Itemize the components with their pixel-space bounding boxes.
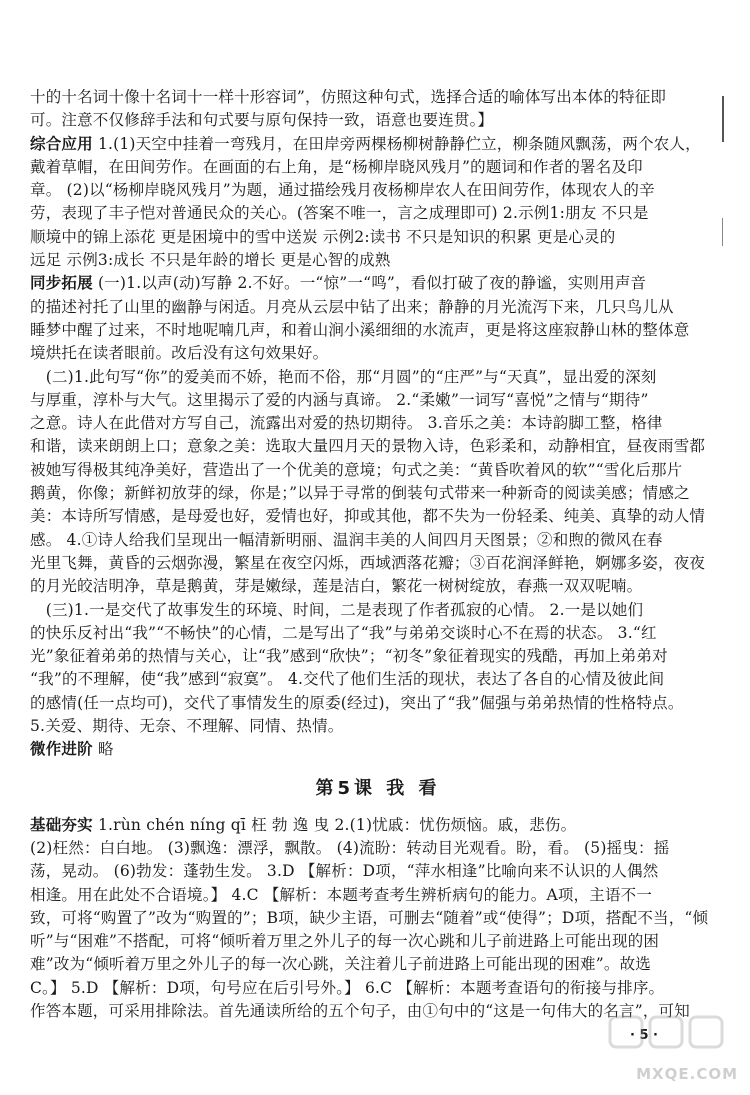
text-line [30,202,726,225]
line-text: 致，可将“购置了”改为“购置的”；B项，缺少主语，可删去“随着”或“使得”；D项，搭配不当，“倾 [30,908,709,927]
line-text: 远足 示例3:成长 不只是年龄的增长 更是心智的成熟 [30,251,391,270]
text-line [30,599,726,622]
answer-text-block [30,86,726,1023]
section-heading: 同步拓展 [30,274,93,293]
line-text: 美：本诗所写情感，是母爱也好，爱情也好，抑或其他，都不失为一份轻柔、纯美、真挚的动人情 [30,507,706,526]
text-line [30,435,726,458]
line-text: 顺境中的锦上添花 更是困境中的雪中送炭 示例2:读书 不只是知识的积累 更是心灵的 [30,227,616,246]
watermark-logo [592,1009,742,1089]
text-line [30,738,726,761]
line-text: (三)1.一是交代了故事发生的环境、时间，二是表现了作者孤寂的心情。 2.一是以她们 [30,600,644,619]
line-text: 光”象征着弟弟的热情与关心，让“我”感到“欣快”；“初冬”象征着现实的残酷，再加上弟弟对 [30,647,668,666]
text-line [30,930,726,953]
line-text: 之意。诗人在此借对方写自己，流露出对爱的热切期待。 3.音乐之美：本诗韵脚工整，格律 [30,414,663,433]
text-line [30,622,726,645]
line-text: 劳，表现了丰子恺对普通民众的关心。(答案不唯一，言之成理即可) 2.示例1:朋友 不只是 [30,204,649,223]
line-text: 鹅黄，你像；新鲜初放芽的绿，你是；”以异于寻常的倒装句式带来一种新奇的阅读美感；情感之 [30,484,690,503]
line-text: 荡，晃动。 (6)勃发：蓬勃生发。 3.D 【解析：D项，“萍水相逢”比喻向来不认识的人偶然 [30,862,659,881]
text-line [30,529,726,552]
text-line [30,412,726,435]
line-text: 与厚重，淳朴与大气。这里揭示了爱的内涵与真谛。 2.“柔嫩”一词写“喜悦”之情与“期待” [30,390,649,409]
text-line [30,505,726,528]
section-heading: 综合应用 [30,134,93,153]
line-text: 5.关爱、期待、无奈、不理解、同情、热情。 [30,717,344,736]
page-number: · 5 · [630,1028,658,1043]
watermark-text: MXQE.COM [636,1065,738,1083]
lesson-title: 第5课 我 看 [315,777,441,799]
text-line [30,977,726,1000]
text-line [30,319,726,342]
line-text: 章。 (2)以“杨柳岸晓风残月”为题，通过描绘残月夜杨柳岸农人在田间劳作，体现农人的辛 [30,181,655,200]
text-line [30,156,726,179]
line-text: 戴着草帽，在田间劳作。在画面的右上角，是“杨柳岸晓风残月”的题词和作者的署名及印 [30,157,643,176]
line-text: 被她写得极其纯净美好，营造出了一个优美的意境；句式之美：“黄昏吹着风的软”“雪化后那片 [30,460,683,479]
line-text: 略 [92,740,114,759]
text-line [30,884,726,907]
line-text: 睡梦中醒了过来，不时地呢喃几声，和着山涧小溪细细的水流声，更是将这座寂静山林的整体意 [30,320,690,339]
text-line [30,668,726,691]
text-line [30,860,726,883]
line-text: 听”与“困难”不搭配，可将“倾听着万里之外儿子的每一次心跳和儿子前进路上可能出现的困 [30,932,660,951]
line-text: 的月光皎洁明净，草是鹅黄，芽是嫩绿，莲是洁白，繁花一树树绽放，春燕一双双呢喃。 [30,577,643,596]
line-text: 十的十名词十像十名词十一样十形容词”，仿照这种句式，选择合适的喻体写出本体的特征即 [30,88,667,106]
line-text: 相逢。用在此处不合语境。】 4.C 【解析：本题考查考生辨析病句的能力。A项，主语不一 [30,885,653,904]
text-line [30,482,726,505]
text-line [30,953,726,976]
line-text: “我”的不理解，使“我”感到“寂寞”。 4.交代了他们生活的现状，表达了各自的心情及彼此间 [30,670,665,689]
line-text: (二)1.此句写“你”的爱美而不娇，艳而不俗，那“月圆”的“庄严”与“天真”，显出爱的深刻 [30,367,657,386]
line-text: 光里飞舞，黄昏的云烟弥漫，繁星在夜空闪烁，西域洒落花瓣；③百花润泽鲜艳，婀娜多姿，夜夜 [30,553,706,572]
text-line [30,342,726,365]
line-text: 可。注意不仅修辞手法和句式要与原句保持一致，语意也要连贯。】 [30,111,494,130]
text-line [30,389,726,412]
section-heading: 微作进阶 [30,740,93,759]
text-line [30,296,726,319]
text-line [30,133,726,156]
text-line [30,86,726,109]
text-line [30,645,726,668]
line-text: 的描述衬托了山里的幽静与闲适。月亮从云层中钻了出来；静静的月光流泻下来，几只鸟儿从 [30,297,674,316]
line-text: 1.(1)天空中挂着一弯残月，在田岸旁两棵杨柳树静静伫立，柳条随风飘荡，两个农人， [92,134,701,153]
text-line [30,692,726,715]
text-line [30,272,726,295]
text-line [30,907,726,930]
section-heading: 基础夯实 [30,815,93,834]
text-line [30,109,726,132]
line-text: 1.rùn chén níng qī 枉 勃 逸 曳 2.(1)忧戚：忧伤烦恼。戚，悲伤。 [92,815,577,834]
text-line [30,179,726,202]
line-text: 的感情(任一点均可)，交代了事情发生的原委(经过)，突出了“我”倔强与弟弟热情的性格特点。 [30,693,684,712]
text-line [30,552,726,575]
line-text: 的快乐反衬出“我”“不畅快”的心情，二是写出了“我”与弟弟交谈时心不在焉的状态。 3.“红 [30,623,657,642]
text-line [30,249,726,272]
line-text: (一)1.以声(动)写静 2.不好。一“惊”一“鸣”，看似打破了夜的静谧，实则用声音 [92,274,647,293]
line-text: 感。 4.①诗人给我们呈现出一幅清新明丽、温润丰美的人间四月天图景；②和煦的微风在春 [30,530,663,549]
line-text: 作答本题，可采用排除法。首先通读所给的五个句子，由①句中的“这是一句伟大的名言”，可知 [30,1001,690,1020]
text-line [30,366,726,389]
line-text: 难”改为“倾听着万里之外儿子的每一次心跳，关注着儿子前进路上可能出现的困难”。故选 [30,955,651,974]
line-text: 和谐，读来朗朗上口；意象之美：选取大量四月天的景物入诗，色彩柔和，动静相宜，昼夜雨雪都 [30,437,706,456]
text-line [30,837,726,860]
line-text: C。】 5.D 【解析：D项，句号应在后引号外。】 6.C 【解析：本题考查语句的衔接与排序。 [30,978,665,997]
text-line [30,814,726,837]
line-text: 境烘托在读者眼前。改后没有这句效果好。 [30,344,329,363]
text-line [30,226,726,249]
text-line [30,459,726,482]
line-text: (2)枉然：白白地。 (3)飘逸：漂浮，飘散。 (4)流盼：转动目光观看。盼，看。 (5)摇曳：摇 [30,838,670,857]
text-line [30,715,726,738]
text-line [30,575,726,598]
